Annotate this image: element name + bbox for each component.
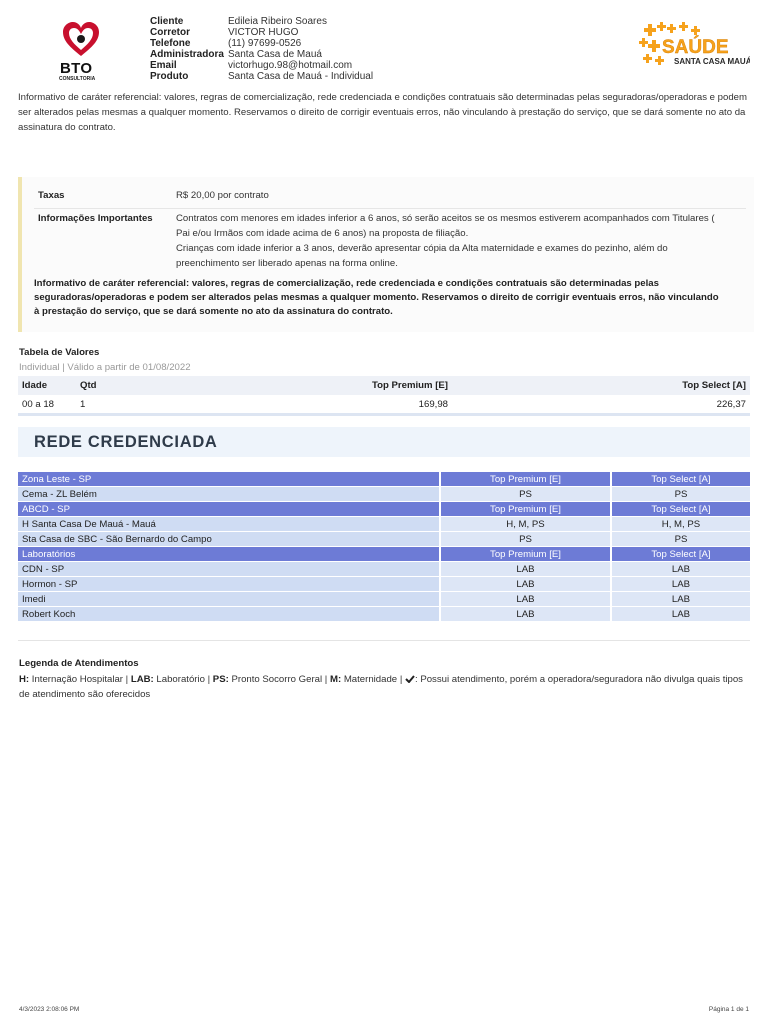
group-name: Laboratórios [18,547,439,561]
saude-text: SAÚDE [662,37,729,58]
client-info [150,16,373,82]
saude-santa-casa-logo [638,20,750,70]
provider-select: LAB [612,562,750,576]
price-table-subtitle: Individual | Válido a partir de 01/08/2022 [19,362,191,373]
cell-idade: 00 a 18 [18,395,76,415]
provider-name: Sta Casa de SBC - São Bernardo do Campo [18,532,439,546]
phone-label: Telefone [150,38,191,49]
divider [18,640,750,641]
administrator-row [150,49,373,60]
product-value: Santa Casa de Mauá - Individual [228,71,374,82]
brand-name: BTO [60,60,93,77]
legend-ps-key: PS: [212,674,229,685]
group-row [18,547,750,561]
rede-credenciada-header [18,427,750,457]
group-col-select: Top Select [A] [612,502,750,516]
provider-premium: PS [441,532,610,546]
price-table [18,376,750,416]
bto-logo [56,20,106,84]
provider-name: Robert Koch [18,607,439,621]
header-top-select: Top Select [A] [452,376,750,395]
info-important-label: Informações Importantes [38,213,153,224]
client-row [150,16,373,27]
table-row [18,592,750,606]
administrator-label: Administradora [150,49,224,60]
provider-premium: LAB [441,592,610,606]
header-qtd: Qtd [76,376,174,395]
legend-lab-text: Laboratório [156,674,205,685]
legend-h-key: H: [19,674,30,685]
provider-select: LAB [612,607,750,621]
product-row [150,71,373,82]
legend-m-key: M: [329,674,342,685]
legend-h-text: Internação Hospitalar [31,674,123,685]
broker-value: VICTOR HUGO [228,27,299,38]
group-col-select: Top Select [A] [612,472,750,486]
provider-name: Cema - ZL Belém [18,487,439,501]
legend-check-text: : Possui atendimento, porém a operadora/seguradora não divulga quais tipos de atendimento são oferecidos [19,674,743,700]
heart-logo-icon [62,22,100,58]
table-row [18,487,750,501]
provider-premium: LAB [441,562,610,576]
santa-casa-text: SANTA CASA MAUÁ [674,57,750,66]
broker-label: Corretor [150,27,191,38]
email-label: Email [150,60,177,71]
email-row [150,60,373,71]
header-idade: Idade [18,376,76,395]
footer-date: 4/3/2023 2:08:06 PM [19,1006,80,1013]
broker-row [150,27,373,38]
table-row [18,517,750,531]
crosses-logo-icon [638,20,750,70]
info-important-value [176,211,726,271]
group-name: Zona Leste - SP [18,472,439,486]
table-row [18,577,750,591]
checkmark-icon [405,675,415,683]
taxas-box [18,177,754,332]
administrator-value: Santa Casa de Mauá [228,49,322,60]
divider [34,208,746,209]
info-line-1: Contratos com menores em idades inferior a 6 anos, só serão aceitos se os mesmos estiverem acompanhados com Titulares ( Pai e/ou Irmãos com idade acima de 6 anos) na proposta de filiação. [176,213,715,239]
table-row [18,395,750,415]
header-top-premium: Top Premium [E] [174,376,452,395]
brand-subtitle: CONSULTORIA [59,76,96,82]
legend-m-text: Maternidade [343,674,398,685]
group-col-premium: Top Premium [E] [441,547,610,561]
provider-premium: H, M, PS [441,517,610,531]
provider-select: PS [612,532,750,546]
group-row [18,502,750,516]
table-row [18,562,750,576]
group-col-premium: Top Premium [E] [441,472,610,486]
provider-select: H, M, PS [612,517,750,531]
legend-ps-text: Pronto Socorro Geral [231,674,323,685]
group-col-premium: Top Premium [E] [441,502,610,516]
provider-name: H Santa Casa De Mauá - Mauá [18,517,439,531]
group-row [18,472,750,486]
provider-premium: PS [441,487,610,501]
price-table-header [18,376,750,395]
phone-value: (11) 97699-0526 [228,38,302,49]
taxas-note: Informativo de caráter referencial: valores, regras de comercialização, rede credenciada e condições contratuais são determinadas pelas seguradoras/operadoras e podem ser alterados pelas mesmas a qualquer momento. Reservamos o direito de corrigir eventuais erros, não vinculando à prestação do serviço, que se dará somente no ato da assinatura do contrato. [34,278,719,317]
table-row [18,532,750,546]
legend-lab-key: LAB: [130,674,154,685]
taxas-label: Taxas [38,190,65,201]
client-label: Cliente [150,16,184,27]
price-table-title: Tabela de Valores [19,347,100,358]
provider-select: PS [612,487,750,501]
product-label: Produto [150,71,189,82]
info-line-2: Crianças com idade inferior a 3 anos, deverão apresentar cópia da Alta maternidade e exames do pezinho, além do preenchimento ser liberado apenas na forma online. [176,243,668,269]
client-value: Edileia Ribeiro Soares [228,16,327,27]
cell-qtd: 1 [76,395,174,415]
provider-name: Hormon - SP [18,577,439,591]
provider-select: LAB [612,592,750,606]
network-table [18,471,750,622]
cell-top-select: 226,37 [452,395,750,415]
provider-premium: LAB [441,577,610,591]
provider-name: CDN - SP [18,562,439,576]
disclaimer-text: Informativo de caráter referencial: valores, regras de comercialização, rede credenciada e condições contratuais são determinadas pelas seguradoras/operadoras e podem ser alterados pelas mesmas a qualquer momento. Reservamos o direito de corrigir eventuais erros, não vinculando à prestação do serviço, que se dará somente no ato da assinatura do contrato. [18,92,747,133]
group-name: ABCD - SP [18,502,439,516]
provider-premium: LAB [441,607,610,621]
footer-page-number: Página 1 de 1 [708,1006,749,1013]
email-value: victorhugo.98@hotmail.com [228,60,353,71]
rede-credenciada-title: REDE CREDENCIADA [34,433,218,451]
taxas-value: R$ 20,00 por contrato [176,190,269,201]
provider-name: Imedi [18,592,439,606]
cell-top-premium: 169,98 [174,395,452,415]
phone-row [150,38,373,49]
legend-text: H: Internação Hospitalar | LAB: Laboratório | PS: Pronto Socorro Geral | M: Maternidade | : Possui atendimento, porém a operadora/seguradora não divulga quais tipos de atendimento são oferecidos [19,674,743,700]
legend-title: Legenda de Atendimentos [19,658,139,669]
provider-select: LAB [612,577,750,591]
table-row [18,607,750,621]
group-col-select: Top Select [A] [612,547,750,561]
